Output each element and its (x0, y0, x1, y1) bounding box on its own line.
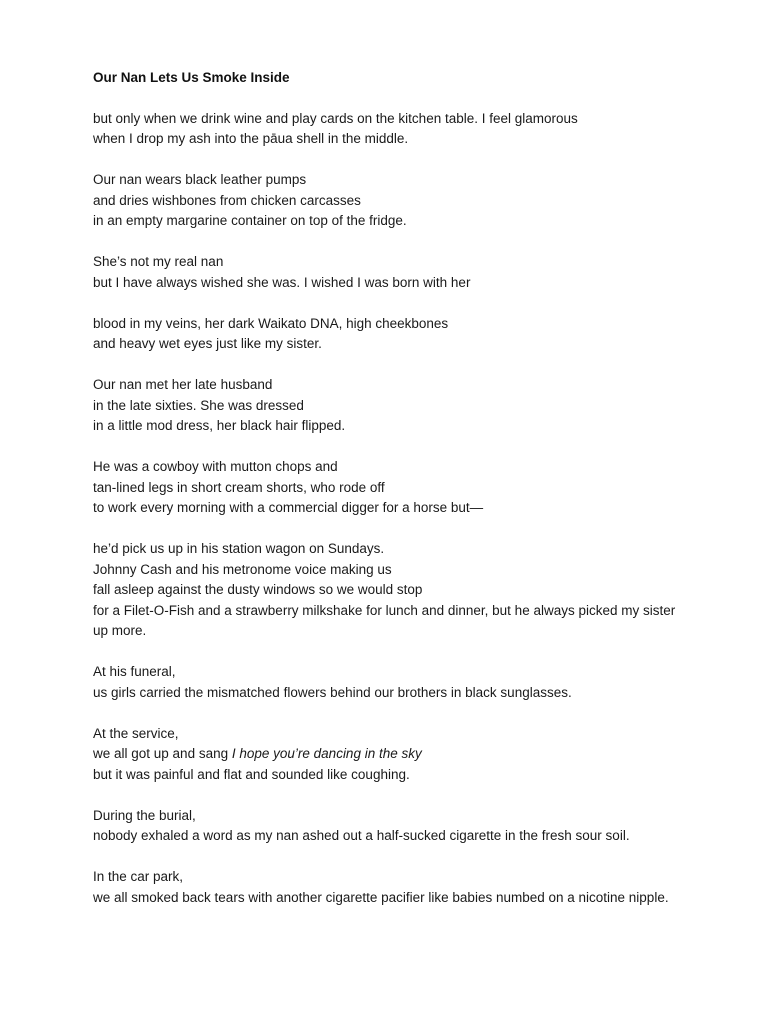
poem-line: tan-lined legs in short cream shorts, who rode off (93, 479, 385, 495)
poem-line: At his funeral, (93, 664, 176, 679)
poem-line: She’s not my real nan (93, 254, 224, 269)
poem-line: but I have always wished she was. I wished I was born with her (93, 274, 471, 290)
stanza-8 (93, 662, 693, 703)
poem-line: in the late sixties. She was dressed (93, 397, 304, 413)
stanza-4 (93, 314, 693, 355)
poem-line-with-song-title (93, 744, 693, 765)
song-title: I hope you’re dancing in the sky (231, 746, 422, 761)
poem-line: Johnny Cash and his metronome voice making us (93, 561, 392, 577)
poem-line: to work every morning with a commercial digger for a horse but— (93, 500, 484, 515)
poem-line: Our nan met her late husband (93, 377, 273, 392)
poem-line: He was a cowboy with mutton chops and (93, 459, 338, 474)
stanza-10 (93, 806, 693, 847)
poem-line: when I drop my ash into the pāua shell in the middle. (93, 131, 409, 146)
stanza-2 (93, 170, 693, 232)
stanza-5 (93, 375, 693, 437)
poem-line: Our nan wears black leather pumps (93, 172, 307, 187)
poem-line: we all smoked back tears with another cigarette pacifier like babies numbed on a nicotine nipple. (93, 889, 669, 905)
poem-body (93, 109, 693, 909)
poem-title: Our Nan Lets Us Smoke Inside (93, 70, 290, 85)
poem-line: and heavy wet eyes just like my sister. (93, 336, 322, 351)
poem-line: blood in my veins, her dark Waikato DNA, high cheekbones (93, 315, 449, 331)
poem-line: In the car park, (93, 869, 184, 884)
poem-line: but only when we drink wine and play cards on the kitchen table. I feel glamorous (93, 110, 578, 126)
poem-line: nobody exhaled a word as my nan ashed out a half-sucked cigarette in the fresh sour soil. (93, 828, 630, 843)
stanza-3 (93, 252, 693, 293)
poem-line: in an empty margarine container on top of the fridge. (93, 213, 407, 228)
poem-document (93, 68, 693, 929)
poem-line: During the burial, (93, 807, 196, 823)
stanza-9 (93, 724, 693, 786)
stanza-7 (93, 539, 693, 642)
poem-line: us girls carried the mismatched flowers behind our brothers in black sunglasses. (93, 684, 572, 700)
poem-line: he’d pick us up in his station wagon on Sundays. (93, 541, 385, 556)
poem-line: fall asleep against the dusty windows so we would stop (93, 582, 423, 597)
poem-line: but it was painful and flat and sounded like coughing. (93, 766, 410, 782)
stanza-1 (93, 109, 693, 150)
stanza-11 (93, 867, 693, 908)
poem-line: in a little mod dress, her black hair flipped. (93, 418, 346, 433)
poem-line: for a Filet-O-Fish and a strawberry milkshake for lunch and dinner, but he always picked my sister up more. (93, 602, 676, 638)
poem-line-text: we all got up and sang (93, 746, 232, 761)
stanza-6 (93, 457, 693, 519)
poem-line: At the service, (93, 725, 179, 741)
poem-line: and dries wishbones from chicken carcasses (93, 192, 361, 208)
